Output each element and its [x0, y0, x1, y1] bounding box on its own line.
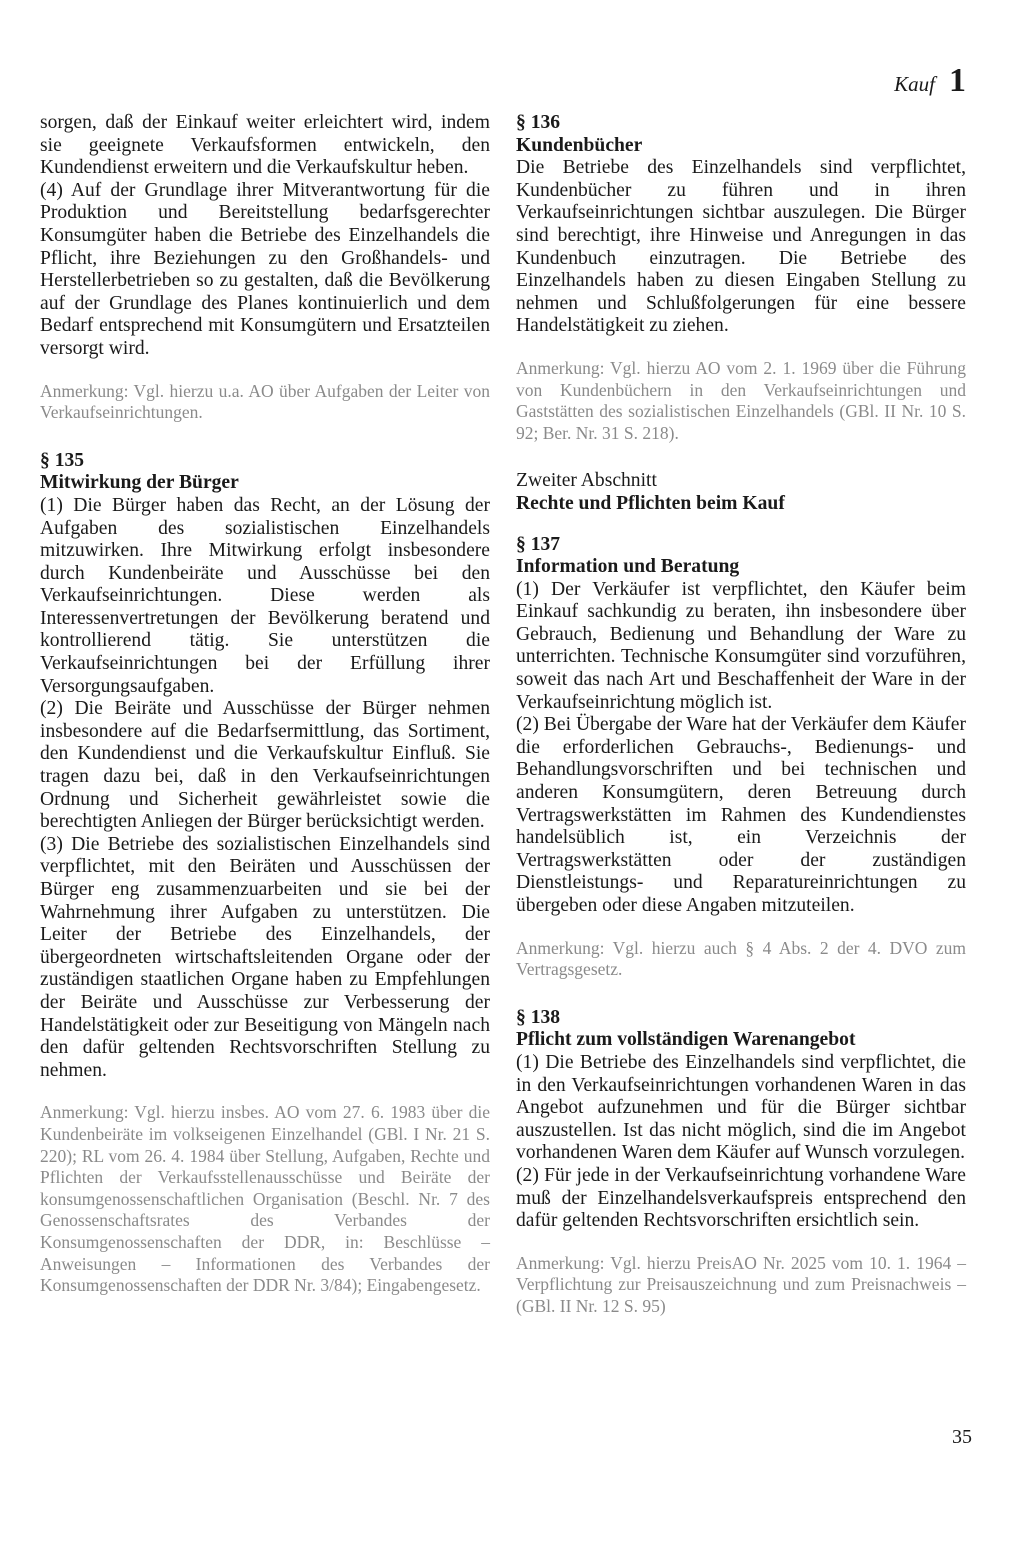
- body-paragraph: (2) Bei Übergabe der Ware hat der Verkäufer dem Käufer die erforderlichen Gebrauchs-, Bedienungs- und Behandlungsvorschriften und bei technischen und anderen Konsumgütern, deren Betreuung durch Vertragswerkstätten im Rahmen des Kundendienstes handelsüblich ist, ein Verzeichnis der Vertragswerkstätten oder der zuständigen Dienstleistungs- und Reparatureinrichtungen zu übergeben oder diese Angaben mitzuteilen.: [516, 714, 966, 916]
- section-number-137: § 137: [516, 533, 561, 555]
- body-paragraph: (2) Die Beiräte und Ausschüsse der Bürger nehmen insbesondere auf die Bedarfsermittlung, das Sortiment, den Kundendienst und die Verkaufskultur Einfluß. Sie tragen dazu bei, daß in den Verkaufseinrichtungen Ordnung und Sicherheit gewährleistet sowie die berechtigten Anliegen der Bürger berücksichtigt werden.: [40, 698, 490, 833]
- section-title-135: Mitwirkung der Bürger: [40, 472, 239, 494]
- running-head: [894, 62, 966, 100]
- page-number: 35: [952, 1426, 972, 1448]
- annotation-note: Anmerkung: Vgl. hierzu AO vom 2. 1. 1969 über die Führung von Kundenbüchern in den Verkaufseinrichtungen und Gaststätten des sozialistischen Einzelhandels (GBl. II Nr. 10 S. 92; Ber. Nr. 31 S. 218).: [516, 357, 966, 443]
- body-paragraph: (1) Die Betriebe des Einzelhandels sind verpflichtet, die in den Verkaufseinrichtungen vorhandenen Waren in das Angebot aufzunehmen und für die Bürger sichtbar auszustellen. Ist das nicht möglich, sind die im Angebot vorhandenen Waren dem Käufer auf Wunsch vorzulegen.: [516, 1051, 966, 1164]
- section-title-136: Kundenbücher: [516, 134, 643, 156]
- right-column: [516, 112, 966, 1344]
- section-number-136: § 136: [516, 112, 561, 133]
- annotation-note: Anmerkung: Vgl. hierzu auch § 4 Abs. 2 der 4. DVO zum Vertragsgesetz.: [516, 937, 966, 980]
- body-paragraph: sorgen, daß der Einkauf weiter erleichtert wird, indem sie geeignete Verkaufsformen entwickeln, den Kundendienst erweitern und die Verkaufskultur heben.: [40, 112, 490, 179]
- section-title-137: Information und Beratung: [516, 556, 740, 578]
- body-paragraph: (2) Für jede in der Verkaufseinrichtung vorhandene Ware muß der Einzelhandelsverkaufspreis entsprechend den dafür geltenden Rechtsvorschriften ersichtlich sein.: [516, 1164, 966, 1232]
- part-title: Rechte und Pflichten beim Kauf: [516, 492, 785, 514]
- body-paragraph: (1) Der Verkäufer ist verpflichtet, den Käufer beim Einkauf sachkundig zu beraten, ihn insbesondere über Gebrauch, Bedienung und Behandlung der Ware zu unterrichten. Technische Konsumgüter sind vorzuführen, soweit das nach Art und Beschaffenheit der Ware in der Verkaufseinrichtung möglich ist.: [516, 578, 966, 713]
- body-paragraph: (3) Die Betriebe des sozialistischen Einzelhandels sind verpflichtet, mit den Beiräten und Ausschüssen der Bürger eng zusammenzuarbeiten und sie bei der Wahrnehmung ihrer Aufgaben zu unterstützen. Die Leiter der Betriebe des Einzelhandels, der übergeordneten wirtschaftsleitenden Organe oder der zuständigen staatlichen Organe haben zu Empfehlungen der Beiräte und Ausschüsse zur Verbesserung der Handelstätigkeit oder zur Beseitigung von Mängeln nach den dafür geltenden Rechtsvorschriften Stellung zu nehmen.: [40, 833, 490, 1081]
- annotation-note: Anmerkung: Vgl. hierzu PreisAO Nr. 2025 vom 10. 1. 1964 – Verpflichtung zur Preisauszeichnung und zum Preisnachweis – (GBl. II Nr. 12 S. 95): [516, 1252, 966, 1316]
- running-head-chapter-number: 1: [949, 62, 966, 99]
- part-label: Zweiter Abschnitt: [516, 470, 657, 492]
- body-paragraph: (4) Auf der Grundlage ihrer Mitverantwortung für die Produktion und Bereitstellung bedarfsgerechter Konsumgüter haben die Betriebe des Einzelhandels die Pflicht, ihre Beziehungen zu den Großhandels- und Herstellerbetrieben so zu gestalten, daß die Bevölkerung auf der Grundlage des Planes kontinuierlich und dem Bedarf entsprechend mit Konsumgütern und Ersatzteilen versorgt wird.: [40, 179, 490, 359]
- annotation-note: Anmerkung: Vgl. hierzu insbes. AO vom 27. 6. 1983 über die Kundenbeiräte im volkseigenen Einzelhandel (GBl. I Nr. 21 S. 220); RL vom 26. 4. 1984 über Stellung, Aufgaben, Rechte und Pflichten der Verkaufsstellenausschüsse und Beiräte der konsumgenossenschaftlichen Organisation (Beschl. Nr. 7 des Genossenschaftsrates des Verbandes der Konsumgenossenschaften der DDR, in: Beschlüsse – Anweisungen – Informationen des Verbandes der Konsumgenossenschaften der DDR Nr. 3/84); Eingabengesetz.: [40, 1102, 490, 1296]
- annotation-note: Anmerkung: Vgl. hierzu u.a. AO über Aufgaben der Leiter von Verkaufseinrichtungen.: [40, 380, 490, 423]
- running-head-section: Kauf: [894, 72, 935, 96]
- body-paragraph: Die Betriebe des Einzelhandels sind verpflichtet, Kundenbücher zu führen und in ihren Verkaufseinrichtungen sichtbar auszulegen. Die Bürger sind berechtigt, ihre Hinweise und Anregungen in das Kundenbuch einzutragen. Die Betriebe des Einzelhandels haben zu diesen Eingaben Stellung zu nehmen und Schlußfolgerungen für eine bessere Handelstätigkeit zu ziehen.: [516, 157, 966, 337]
- body-paragraph: (1) Die Bürger haben das Recht, an der Lösung der Aufgaben des sozialistischen Einzelhandels mitzuwirken. Ihre Mitwirkung erfolgt insbesondere durch Kundenbeiräte und Ausschüsse bei den Verkaufseinrichtungen. Diese werden als Interessenvertretungen der Bevölkerung beratend und kontrollierend tätig. Sie unterstützen die Verkaufseinrichtungen bei der Erfüllung ihrer Versorgungsaufgaben.: [40, 494, 490, 697]
- section-number-135: § 135: [40, 449, 85, 471]
- section-title-138: Pflicht zum vollständigen Warenangebot: [516, 1029, 856, 1051]
- left-column: [40, 112, 490, 1323]
- section-number-138: § 138: [516, 1006, 561, 1028]
